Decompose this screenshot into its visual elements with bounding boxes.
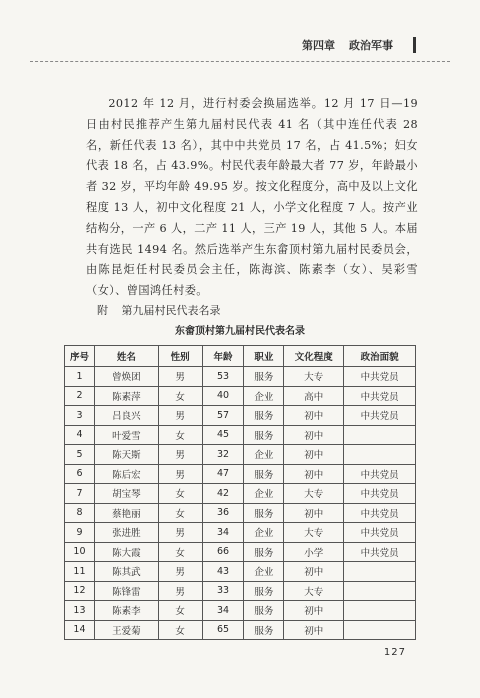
chapter-title: 政治军事	[349, 39, 393, 52]
cell-political-status	[344, 581, 416, 601]
cell-name: 陈素李	[94, 601, 158, 621]
cell-occupation: 服务	[244, 620, 284, 640]
cell-age: 57	[202, 406, 244, 426]
table-row	[65, 542, 416, 562]
cell-political-status	[344, 445, 416, 465]
cell-occupation: 企业	[244, 523, 284, 543]
cell-sex: 女	[158, 620, 202, 640]
table-row	[65, 367, 416, 387]
table-row	[65, 445, 416, 465]
cell-occupation: 服务	[244, 601, 284, 621]
cell-education: 高中	[284, 386, 344, 406]
cell-name: 陈大霞	[94, 542, 158, 562]
cell-occupation: 企业	[244, 445, 284, 465]
running-header	[302, 37, 416, 53]
cell-sex: 男	[158, 406, 202, 426]
cell-no: 9	[65, 523, 95, 543]
cell-name: 王爱菊	[94, 620, 158, 640]
cell-name: 陈其武	[94, 562, 158, 582]
cell-education: 小学	[284, 542, 344, 562]
cell-age: 65	[202, 620, 244, 640]
header-bar	[413, 37, 416, 53]
header-political-status: 政治面貌	[344, 346, 416, 367]
cell-no: 1	[65, 367, 95, 387]
header-occupation: 职业	[244, 346, 284, 367]
cell-occupation: 企业	[244, 484, 284, 504]
cell-no: 14	[65, 620, 95, 640]
cell-political-status: 中共党员	[344, 464, 416, 484]
cell-political-status: 中共党员	[344, 542, 416, 562]
cell-sex: 女	[158, 484, 202, 504]
table-row	[65, 484, 416, 504]
cell-sex: 男	[158, 523, 202, 543]
cell-education: 初中	[284, 445, 344, 465]
header-divider	[30, 61, 450, 62]
cell-political-status: 中共党员	[344, 484, 416, 504]
table-row	[65, 464, 416, 484]
cell-age: 42	[202, 484, 244, 504]
cell-political-status	[344, 425, 416, 445]
table-row	[65, 386, 416, 406]
chapter-label: 第四章	[302, 39, 335, 52]
cell-name: 陈天斯	[94, 445, 158, 465]
cell-name: 陈素萍	[94, 386, 158, 406]
table-row	[65, 562, 416, 582]
cell-no: 8	[65, 503, 95, 523]
cell-political-status: 中共党员	[344, 523, 416, 543]
cell-no: 5	[65, 445, 95, 465]
cell-no: 3	[65, 406, 95, 426]
appendix-heading	[97, 302, 231, 318]
cell-age: 34	[202, 523, 244, 543]
cell-occupation: 服务	[244, 406, 284, 426]
cell-political-status	[344, 601, 416, 621]
table-header-row	[65, 346, 416, 367]
cell-occupation: 服务	[244, 503, 284, 523]
cell-age: 53	[202, 367, 244, 387]
cell-education: 初中	[284, 406, 344, 426]
cell-education: 大专	[284, 367, 344, 387]
cell-age: 45	[202, 425, 244, 445]
cell-age: 43	[202, 562, 244, 582]
table-row	[65, 406, 416, 426]
table-row	[65, 620, 416, 640]
cell-no: 13	[65, 601, 95, 621]
cell-occupation: 服务	[244, 367, 284, 387]
cell-name: 陈锋雷	[94, 581, 158, 601]
cell-age: 40	[202, 386, 244, 406]
cell-occupation: 企业	[244, 562, 284, 582]
cell-political-status: 中共党员	[344, 386, 416, 406]
representatives-table	[64, 345, 416, 640]
cell-sex: 女	[158, 542, 202, 562]
cell-occupation: 服务	[244, 425, 284, 445]
cell-sex: 女	[158, 601, 202, 621]
cell-education: 初中	[284, 620, 344, 640]
cell-no: 11	[65, 562, 95, 582]
cell-name: 胡宝琴	[94, 484, 158, 504]
cell-education: 初中	[284, 562, 344, 582]
header-name: 姓名	[94, 346, 158, 367]
body-paragraph: 2012 年 12 月，进行村委会换届选举。12 月 17 日—19 日由村民推荐产生第九届村民代表 41 名（其中连任代表 28 名，新任代表 13 名），其中中共党员 17 名，占 41.5%；妇女代表 18 名，占 43.9%。村民代表年龄最大者 77 岁，年龄最小者 32 岁，平均年龄 49.95 岁。按文化程度分，高中及以上文化程度 13 人，初中文化程度 21 人，小学文化程度 7 人。按产业结构分，一产 6 人，二产 11 人，三产 19 人，其他 5 人。本届共有选民 1494 名。然后选举产生东畲顶村第九届村民委员会，由陈昆炬任村民委员会主任，陈海滨、陈素李（女）、吴彩雪（女）、曾国鸿任村委。	[86, 97, 418, 298]
cell-sex: 男	[158, 367, 202, 387]
cell-occupation: 服务	[244, 581, 284, 601]
cell-name: 张进胜	[94, 523, 158, 543]
cell-no: 12	[65, 581, 95, 601]
cell-occupation: 服务	[244, 542, 284, 562]
cell-education: 大专	[284, 484, 344, 504]
cell-education: 初中	[284, 601, 344, 621]
header-no: 序号	[65, 346, 95, 367]
cell-political-status: 中共党员	[344, 367, 416, 387]
cell-education: 初中	[284, 425, 344, 445]
header-sex: 性别	[158, 346, 202, 367]
header-age: 年龄	[202, 346, 244, 367]
appendix-prefix: 附	[97, 304, 108, 317]
cell-sex: 女	[158, 386, 202, 406]
cell-no: 10	[65, 542, 95, 562]
cell-sex: 男	[158, 464, 202, 484]
cell-no: 2	[65, 386, 95, 406]
table-caption: 东畲顶村第九届村民代表名录	[175, 326, 305, 337]
cell-sex: 男	[158, 581, 202, 601]
cell-name: 曾焕团	[94, 367, 158, 387]
cell-age: 33	[202, 581, 244, 601]
appendix-title: 第九届村民代表名录	[121, 304, 221, 317]
cell-sex: 女	[158, 503, 202, 523]
cell-occupation: 服务	[244, 464, 284, 484]
cell-name: 吕良兴	[94, 406, 158, 426]
page-number: 127	[383, 647, 406, 658]
cell-age: 47	[202, 464, 244, 484]
cell-age: 32	[202, 445, 244, 465]
cell-name: 陈后宏	[94, 464, 158, 484]
cell-no: 6	[65, 464, 95, 484]
cell-occupation: 企业	[244, 386, 284, 406]
cell-political-status: 中共党员	[344, 406, 416, 426]
table-row	[65, 581, 416, 601]
cell-sex: 男	[158, 562, 202, 582]
table-row	[65, 523, 416, 543]
cell-age: 66	[202, 542, 244, 562]
header-education: 文化程度	[284, 346, 344, 367]
table-row	[65, 425, 416, 445]
cell-no: 7	[65, 484, 95, 504]
cell-sex: 男	[158, 445, 202, 465]
cell-political-status: 中共党员	[344, 503, 416, 523]
table-row	[65, 601, 416, 621]
cell-education: 初中	[284, 464, 344, 484]
cell-education: 初中	[284, 503, 344, 523]
cell-education: 大专	[284, 581, 344, 601]
cell-age: 34	[202, 601, 244, 621]
cell-age: 36	[202, 503, 244, 523]
cell-political-status	[344, 562, 416, 582]
cell-education: 大专	[284, 523, 344, 543]
table-row	[65, 503, 416, 523]
cell-name: 叶爱雪	[94, 425, 158, 445]
cell-name: 蔡艳丽	[94, 503, 158, 523]
cell-sex: 女	[158, 425, 202, 445]
cell-no: 4	[65, 425, 95, 445]
cell-political-status	[344, 620, 416, 640]
